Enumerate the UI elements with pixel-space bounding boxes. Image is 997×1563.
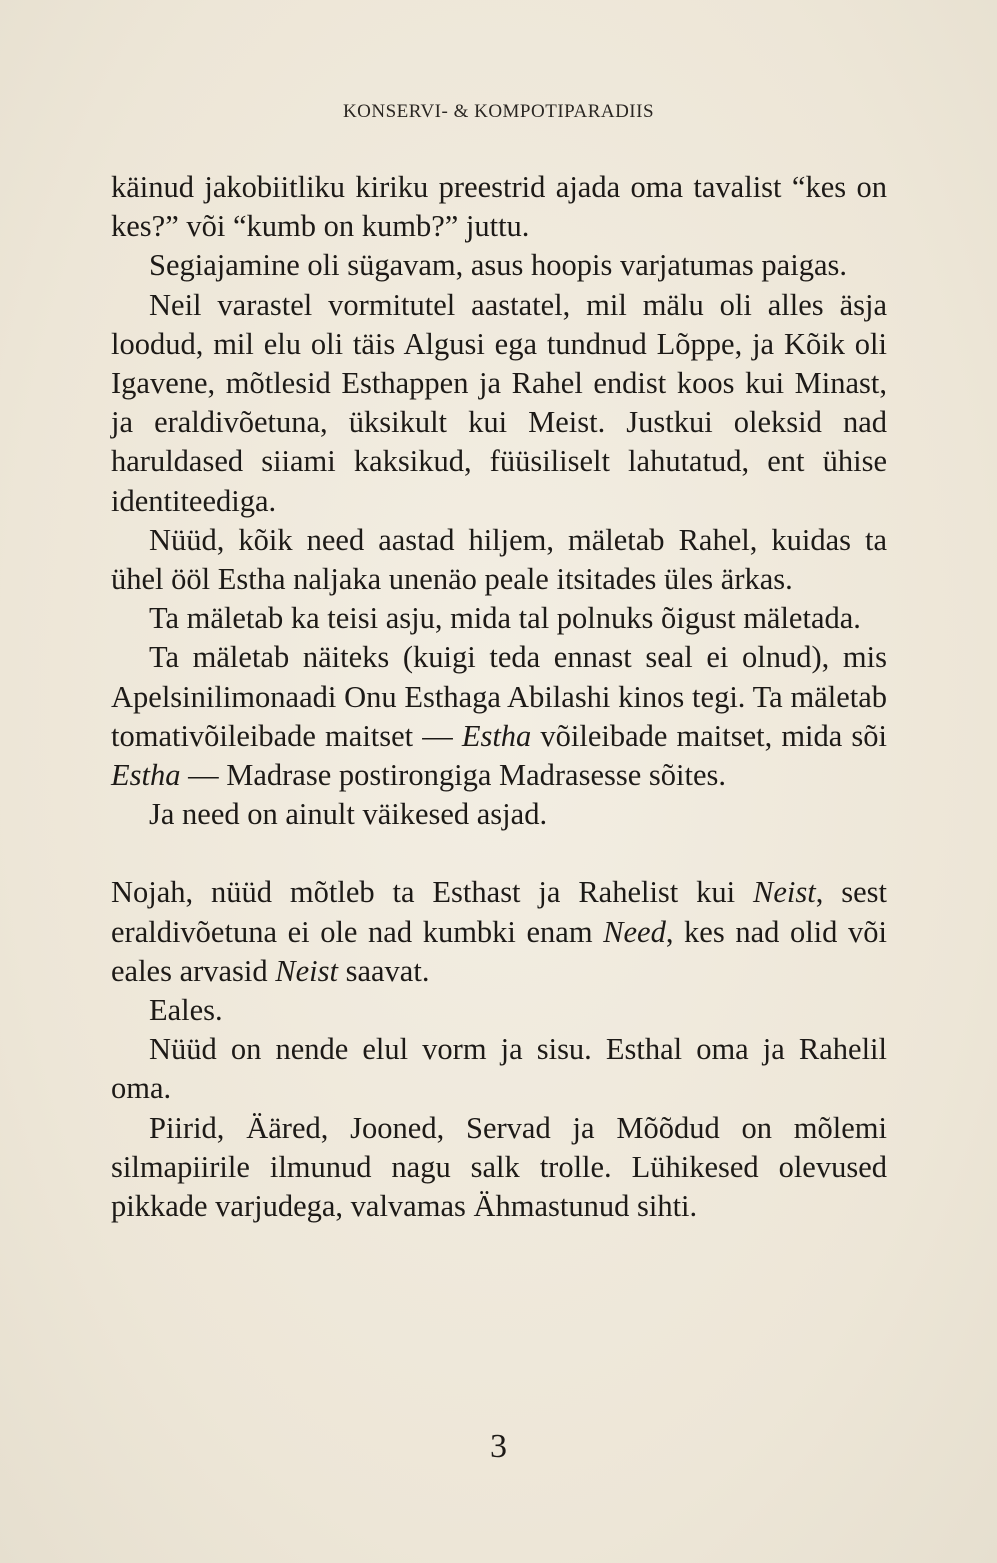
paragraph-8-text-e: , kes nad olid või eales arvasid xyxy=(111,914,887,988)
body-text xyxy=(111,168,887,1226)
paragraph-6-text-c: võileibade maitset, mida sõi xyxy=(531,718,887,753)
paragraph-2: Segiajamine oli sügavam, asus hoopis varjatumas paigas. xyxy=(149,248,847,283)
paragraph-6-italic-estha-2: Estha xyxy=(111,758,181,793)
paragraph-8-italic-neist-2: Neist xyxy=(275,953,338,988)
paragraph-7: Ja need on ainult väikesed asjad. xyxy=(149,797,548,832)
paragraph-11: Piirid, Ääred, Jooned, Servad ja Mõõdud on mõlemi silmapiirile ilmunud nagu salk trolle. Lühikesed olevused pikkade varjudega, valvamas Ähmastunud sihti. xyxy=(111,1110,887,1224)
paragraph-8 xyxy=(111,873,887,991)
paragraph-6 xyxy=(111,638,887,795)
paragraph-1: käinud jakobiitliku kiriku preestrid ajada oma tavalist “kes on kes?” või “kumb on kumb?” juttu. xyxy=(111,170,887,244)
paragraph-8-text-c: , sest eraldivõetuna ei ole nad kumbki enam xyxy=(111,875,887,949)
page-number: 3 xyxy=(490,1428,507,1465)
paragraph-6-italic-estha-1: Estha xyxy=(461,718,532,753)
paragraph-4: Nüüd, kõik need aastad hiljem, mäletab Rahel, kuidas ta ühel ööl Estha naljaka unenäo peale itsitades üles ärkas. xyxy=(111,522,887,597)
paragraph-9: Eales. xyxy=(149,993,223,1028)
paragraph-8-text-g: saavat. xyxy=(337,953,430,988)
paragraph-5: Ta mäletab ka teisi asju, mida tal polnuks õigust mäletada. xyxy=(149,601,861,636)
paragraph-3: Neil varastel vormitutel aastatel, mil mälu oli alles äsja loodud, mil elu oli täis Algusi ega tundnud Lõppe, ja Kõik oli Igavene, mõtlesid Esthappen ja Rahel endist koos kui Minast, ja eraldivõetuna, üksikult kui Meist. Justkui oleksid nad haruldased siiami kaksikud, füüsiliselt lahutatud, ent ühise identiteediga. xyxy=(111,287,887,518)
paragraph-8-text-a: Nojah, nüüd mõtleb ta Esthast ja Rahelist kui xyxy=(111,875,754,910)
paragraph-6-text-e: — Madrase postirongiga Madrasesse sõites. xyxy=(180,758,726,793)
paragraph-8-italic-neist-1: Neist xyxy=(753,875,816,910)
paragraph-10: Nüüd on nende elul vorm ja sisu. Esthal oma ja Rahelil oma. xyxy=(111,1032,887,1106)
paragraph-6-text-a: Ta mäletab näiteks (kuigi teda ennast seal ei olnud), mis Apelsinilimonaadi Onu Esthaga Abilashi kinos tegi. Ta mäletab tomativõileibade maitset — xyxy=(111,640,887,753)
running-head: KONSERVI- & KOMPOTIPARADIIS xyxy=(342,101,655,122)
paragraph-8-italic-need: Need xyxy=(603,914,666,949)
